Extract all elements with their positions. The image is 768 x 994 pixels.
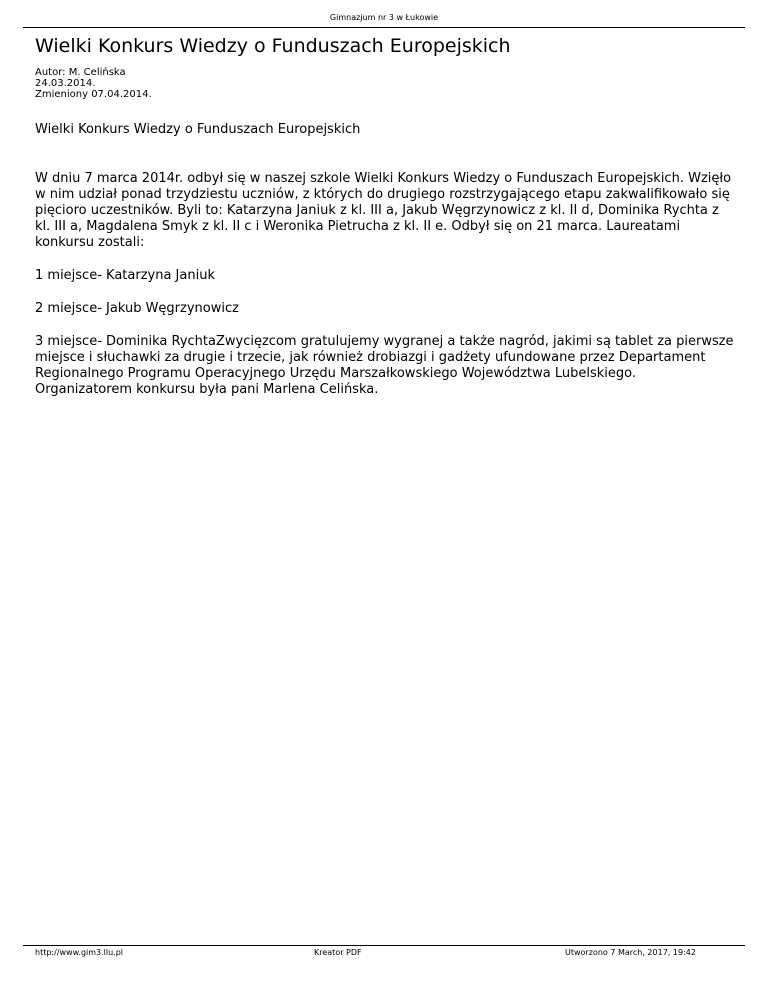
third-place-paragraph: 3 miejsce- Dominika RychtaZwycięzcom gratulujemy wygranej a także nagród, jakimi są tablet za pierwsze miejsce i słuchawki za drugie i trzecie, jak również drobiazgi i gadżety ufundowane przez Departament Regionalnego Programu Operacyjnego Urzędu Marszałkowskiego Województwa Lubelskiego. Organizatorem konkursu była pani Marlena Celińska. — [35, 334, 734, 397]
footer-generator: Kreator PDF — [314, 948, 362, 957]
footer-url-link[interactable]: http://www.gim3.llu.pl — [35, 948, 124, 957]
footer-created-date: Utworzono 7 March, 2017, 19:42 — [565, 948, 696, 957]
article-meta — [35, 67, 152, 100]
intro-paragraph: W dniu 7 marca 2014r. odbył się w naszej szkole Wielki Konkurs Wiedzy o Funduszach Europejskich. Wzięło w nim udział ponad trzydziestu uczniów, z których do drugiego rozstrzygającego etapu zakwalifikowało się pięcioro uczestników. Byli to: Katarzyna Janiuk z kl. III a, Jakub Węgrzynowicz z kl. II d, Dominika Rychta z kl. III a, Magdalena Smyk z kl. II c i Weronika Pietrucha z kl. II e. Odbył się on 21 marca. Laureatami konkursu zostali: — [35, 171, 732, 250]
header-divider — [23, 27, 745, 28]
site-header-title: Gimnazjum nr 3 w Łukowie — [329, 13, 439, 22]
publish-date: 24.03.2014. — [35, 78, 96, 89]
first-place-paragraph: 1 miejsce- Katarzyna Janiuk — [35, 268, 215, 283]
page-footer — [0, 948, 768, 960]
second-place-paragraph: 2 miejsce- Jakub Węgrzynowicz — [35, 301, 239, 316]
article-subtitle: Wielki Konkurs Wiedzy o Funduszach Europejskich — [35, 122, 361, 137]
author-line: Autor: M. Celińska — [35, 67, 126, 78]
modified-date: Zmieniony 07.04.2014. — [35, 89, 152, 100]
footer-divider — [23, 945, 745, 946]
article-title: Wielki Konkurs Wiedzy o Funduszach Europejskich — [35, 35, 511, 57]
article-body — [35, 122, 735, 415]
